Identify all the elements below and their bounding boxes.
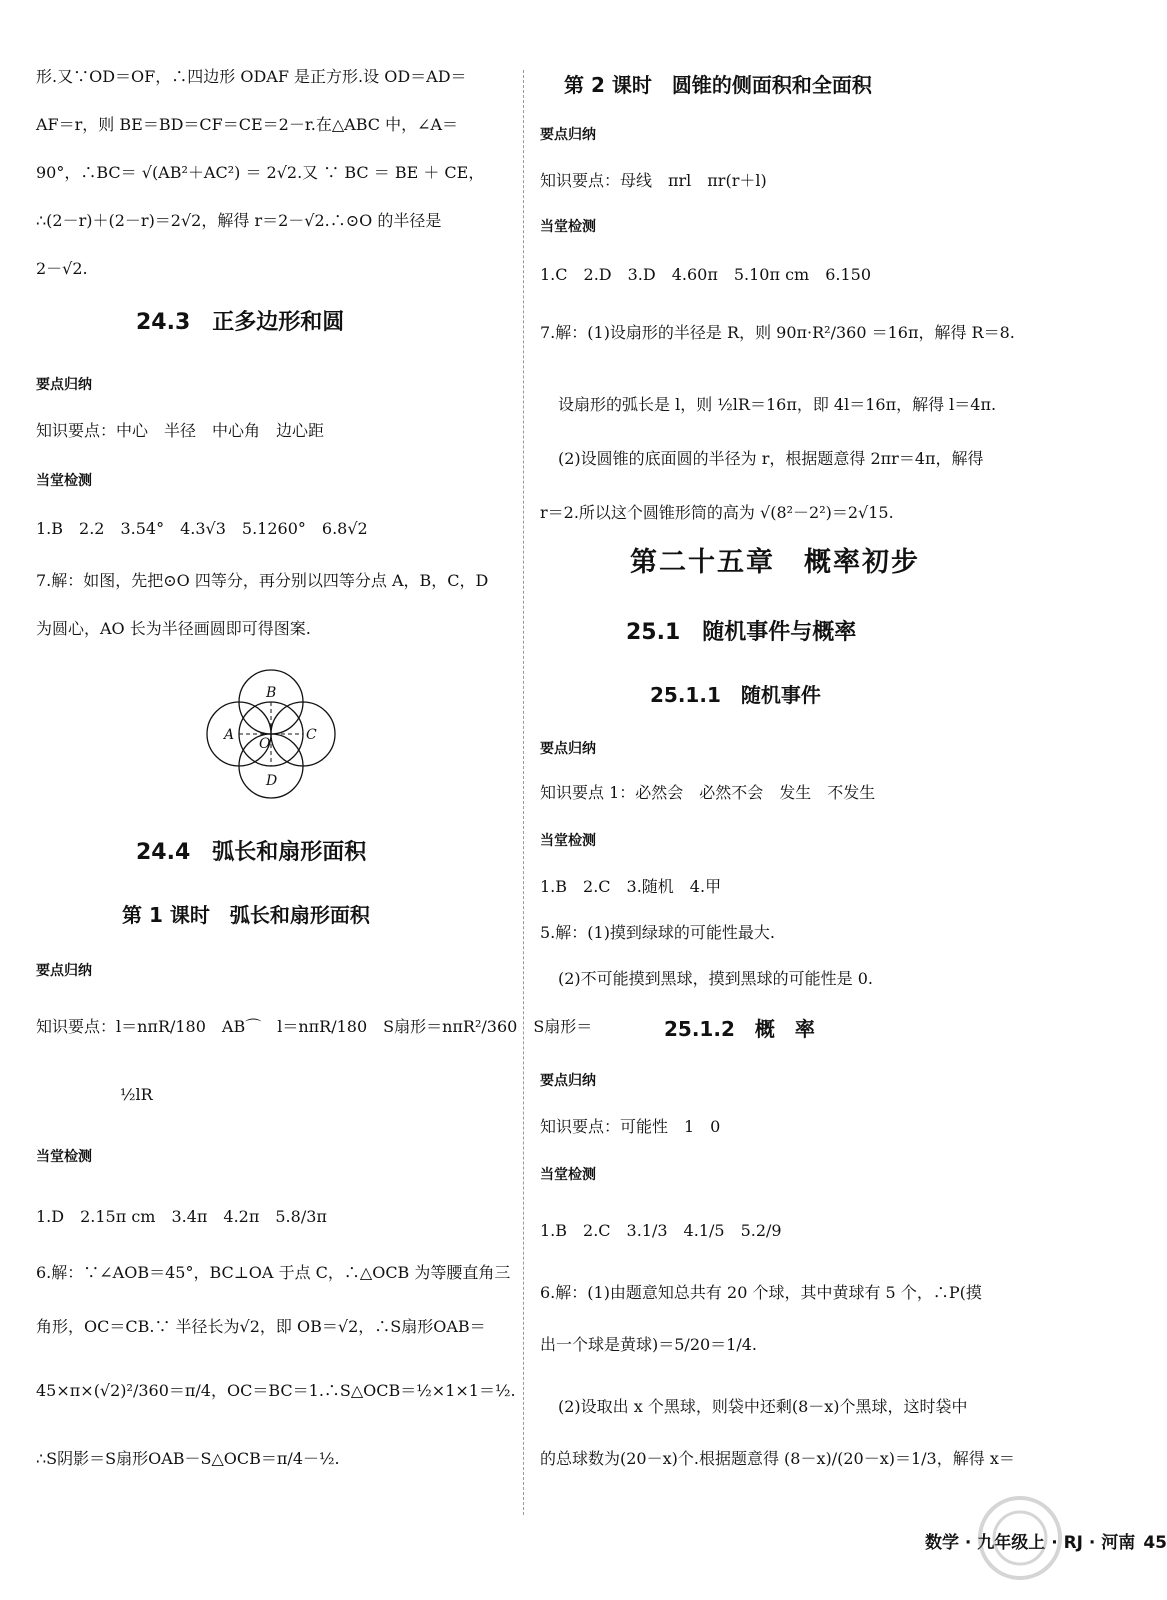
chapter-25-title: 第二十五章 概率初步 xyxy=(630,547,920,578)
knowledge-points: 知识要点：母线 πrl πr(r＋l) xyxy=(540,171,767,190)
q6-line-3: 45×π×(√2)²/360＝π/4，OC＝BC＝1.∴S△OCB＝½×1×1＝½. xyxy=(36,1381,516,1400)
lesson-1-title: 第 1 课时 弧长和扇形面积 xyxy=(122,903,370,927)
summary-label: 要点归纳 xyxy=(540,127,596,143)
q5-line-2: (2)不可能摸到黑球，摸到黑球的可能性是 0. xyxy=(558,969,874,988)
continued-solution-line-1: 形.又∵OD＝OF，∴四边形 ODAF 是正方形.设 OD＝AD＝ xyxy=(36,67,467,86)
answers: 1.B 2.2 3.54° 4.3√3 5.1260° 6.8√2 xyxy=(36,519,368,538)
q6-line-3: (2)设取出 x 个黑球，则袋中还剩(8－x)个黑球，这时袋中 xyxy=(558,1397,968,1416)
knowledge-points: 知识要点：中心 半径 中心角 边心距 xyxy=(36,421,325,440)
q7-line-1: 7.解：(1)设扇形的半径是 R，则 90π·R²/360 ＝16π，解得 R＝8. xyxy=(540,323,1015,342)
q7-line-2: 设扇形的弧长是 l，则 ½lR＝16π，即 4l＝16π，解得 l＝4π. xyxy=(558,395,997,414)
watermark-icon xyxy=(965,1490,1075,1590)
watermark-logo xyxy=(965,1490,1075,1590)
label-b: B xyxy=(266,685,277,701)
answers: 1.D 2.15π cm 3.4π 4.2π 5.8/3π xyxy=(36,1207,327,1226)
left-column xyxy=(36,0,593,1600)
q6-line-4: 的总球数为(20－x)个.根据题意得 (8－x)/(20－x)＝1/3，解得 x＝ xyxy=(540,1449,1015,1468)
section-24-4-title: 24.4 弧长和扇形面积 xyxy=(136,840,367,865)
q7-line-3: (2)设圆锥的底面圆的半径为 r，根据题意得 2πr＝4π，解得 xyxy=(558,449,984,468)
q6-line-4: ∴S阴影＝S扇形OAB－S△OCB＝π/4－½. xyxy=(36,1449,340,1468)
lesson-2-title: 第 2 课时 圆锥的侧面积和全面积 xyxy=(564,73,872,97)
knowledge-points-line-1: 知识要点：l＝nπR/180 AB⌒ l＝nπR/180 S扇形＝nπR²/360 S扇形＝ xyxy=(36,1017,593,1036)
knowledge-points-line-2: ½lR xyxy=(120,1085,153,1104)
check-label: 当堂检测 xyxy=(36,1149,92,1165)
q6-line-2: 角形，OC＝CB.∵ 半径长为√2，即 OB＝√2，∴S扇形OAB＝ xyxy=(36,1317,486,1336)
four-circles-figure xyxy=(196,664,346,804)
check-label: 当堂检测 xyxy=(540,1167,596,1183)
section-24-3-title: 24.3 正多边形和圆 xyxy=(136,310,345,335)
q5-line-1: 5.解：(1)摸到绿球的可能性最大. xyxy=(540,923,776,942)
q6-line-2: 出一个球是黄球)＝5/20＝1/4. xyxy=(540,1335,758,1354)
continued-solution-line-5: 2－√2. xyxy=(36,259,88,278)
q7-line-4: r＝2.所以这个圆锥形筒的高为 √(8²－2²)＝2√15. xyxy=(540,503,894,522)
check-label: 当堂检测 xyxy=(540,833,596,849)
section-25-1-title: 25.1 随机事件与概率 xyxy=(626,620,857,645)
answers: 1.B 2.C 3.随机 4.甲 xyxy=(540,877,722,896)
label-d: D xyxy=(266,773,278,789)
section-25-1-2-title: 25.1.2 概 率 xyxy=(664,1017,815,1041)
answers: 1.B 2.C 3.1/3 4.1/5 5.2/9 xyxy=(540,1221,782,1240)
summary-label: 要点归纳 xyxy=(540,741,596,757)
q7-line-1: 7.解：如图，先把⊙O 四等分，再分别以四等分点 A，B，C，D xyxy=(36,571,489,590)
answers: 1.C 2.D 3.D 4.60π 5.10π cm 6.150 xyxy=(540,265,872,284)
continued-solution-line-3: 90°，∴BC＝ √(AB²＋AC²) ＝ 2√2.又 ∵ BC ＝ BE ＋ CE， xyxy=(36,163,485,182)
section-25-1-1-title: 25.1.1 随机事件 xyxy=(650,683,821,707)
page-number: 45 xyxy=(1143,1533,1167,1553)
knowledge-points: 知识要点：可能性 1 0 xyxy=(540,1117,721,1136)
right-column xyxy=(540,0,1035,1600)
continued-solution-line-4: ∴(2－r)＋(2－r)＝2√2，解得 r＝2－√2.∴⊙O 的半径是 xyxy=(36,211,442,230)
q6-line-1: 6.解：(1)由题意知总共有 20 个球，其中黄球有 5 个，∴P(摸 xyxy=(540,1283,982,1302)
footer-book-info: 数学 · 九年级上 · RJ · 河南 xyxy=(925,1533,1136,1553)
check-label: 当堂检测 xyxy=(36,473,92,489)
summary-label: 要点归纳 xyxy=(36,377,92,393)
check-label: 当堂检测 xyxy=(540,219,596,235)
label-o: O xyxy=(259,736,271,752)
knowledge-points: 知识要点 1：必然会 必然不会 发生 不发生 xyxy=(540,783,876,802)
continued-solution-line-2: AF＝r，则 BE＝BD＝CF＝CE＝2－r.在△ABC 中，∠A＝ xyxy=(36,115,459,134)
summary-label: 要点归纳 xyxy=(36,963,92,979)
label-a: A xyxy=(224,727,235,743)
q7-line-2: 为圆心，AO 长为半径画圆即可得图案. xyxy=(36,619,311,638)
summary-label: 要点归纳 xyxy=(540,1073,596,1089)
label-c: C xyxy=(306,727,317,743)
q6-line-1: 6.解：∵∠AOB＝45°，BC⊥OA 于点 C，∴△OCB 为等腰直角三 xyxy=(36,1263,511,1282)
